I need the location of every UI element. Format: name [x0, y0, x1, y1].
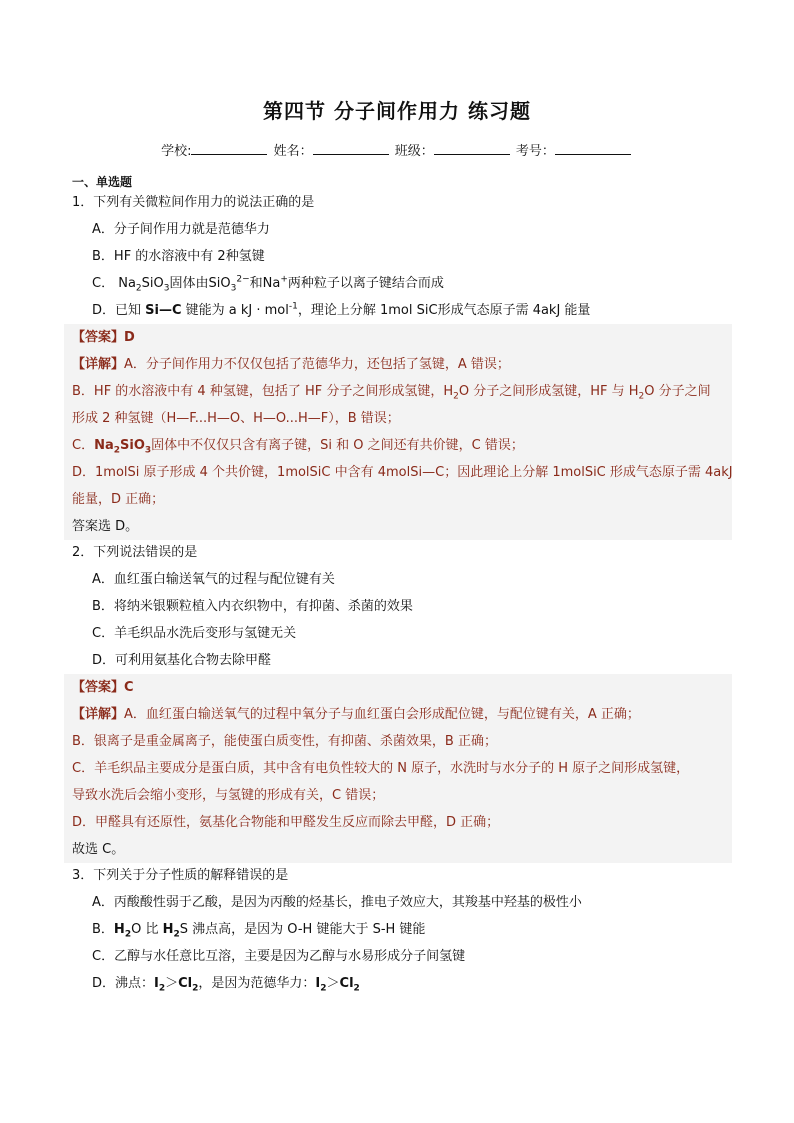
energy-unit: a kJ · mol: [228, 303, 289, 318]
q2-detail-line-1: [72, 701, 732, 728]
q1-detail-line-5: D．1molSi 原子形成 4 个共价键，1molSiC 中含有 4molSi—C；因此理论上分解 1molSiC 形成气态原子需 4akJ: [72, 465, 733, 480]
q3-option-d: D．沸点：$I_2>Cl_2$，是因为范德华力：$I_2>Cl_2$: [92, 976, 360, 994]
bond-label: Si—C: [145, 303, 182, 318]
q2-detail-line-3: C．羊毛织品主要成分是蛋白质，其中含有电负性较大的 N 原子，水洗时与水分子的 H 原子之间形成氢键，: [72, 761, 690, 776]
answer-value: D: [124, 330, 135, 345]
detail-text: B．HF 的水溶液中有 4 种氢键，包括了 HF 分子之间形成氢键，: [72, 384, 444, 399]
option-text: 和: [249, 276, 263, 291]
detail-text: 固体中不仅仅只含有离子键，Si 和 O 之间还有共价键，C 错误；: [151, 438, 524, 453]
q2-answer-line: [72, 674, 732, 701]
name-blank[interactable]: [313, 142, 389, 155]
q2-detail-line-2: B．银离子是重金属离子，能使蛋白质变性，有抑菌、杀菌效果，B 正确；: [72, 734, 497, 749]
q1-detail-line-3: 形成 2 种氢键（H—F...H—O、H—O...H—F），B 错误；: [72, 411, 400, 426]
q1-stem: 1．下列有关微粒间作用力的说法正确的是: [72, 195, 315, 210]
q1-detail-line-7: 答案选 D。: [72, 519, 139, 534]
option-text: ＞: [165, 976, 179, 991]
school-label: 学校:: [161, 144, 192, 159]
class-label: 班级：: [394, 144, 434, 159]
detail-text: O 分子之间: [644, 384, 711, 399]
option-text: O 比: [131, 922, 163, 937]
q2-detail-line-4: 导致水洗后会缩小变形，与氢键的形成有关，C 错误；: [72, 788, 385, 803]
formula-na-ion: Na+: [262, 274, 288, 291]
q1-detail-line-2: B．HF 的水溶液中有 4 种氢键，包括了 HF 分子之间形成氢键，$H_2O$ 分子之间形成氢键，HF 与 $H_2O$ 分子之间: [72, 384, 711, 402]
detail-label: 【详解】: [72, 707, 125, 722]
q1-option-c: [72, 270, 724, 297]
q3-option-c: C．乙醇与水任意比互溶，主要是因为乙醇与水易形成分子间氢键: [92, 949, 466, 964]
q1-option-b: B．HF 的水溶液中有 2种氢键: [92, 249, 265, 264]
section-heading: 一、单选题: [72, 175, 133, 189]
option-text: ，是因为范德华力：: [198, 976, 316, 991]
q3-stem: 3．下列关于分子性质的解释错误的是: [72, 868, 289, 883]
q2-option-d: D．可利用氨基化合物去除甲醛: [92, 653, 272, 668]
page-title: 第四节 分子间作用力 练习题: [263, 99, 531, 123]
detail-text: A．分子间作用力不仅仅包括了范德华力，还包括了氢键，A 错误；: [124, 357, 510, 372]
content: [72, 174, 733, 997]
option-text: 键能为: [181, 303, 229, 318]
q1-detail-line-6: 能量，D 正确；: [72, 492, 165, 507]
detail-text: O 分子之间形成氢键，HF 与: [458, 384, 629, 399]
option-prefix: B．: [92, 922, 114, 937]
exam-no-blank[interactable]: [555, 142, 631, 155]
q1-option-d: D．已知 Si—C 键能为 a kJ · mol$^{-1}$，理论上分解 1mol SiC形成气态原子需 4akJ 能量: [92, 301, 591, 318]
q1-detail-line-4: C．$Na_2SiO_3$固体中不仅仅只含有离子键，Si 和 O 之间还有共价键，C 错误；: [72, 438, 524, 456]
option-text: ，理论上分解 1mol SiC形成气态原子需 4akJ 能量: [297, 303, 591, 318]
option-prefix: D．沸点：: [92, 976, 155, 991]
q2-detail-line-6: 故选 C。: [72, 842, 125, 857]
option-text: ＞: [326, 976, 340, 991]
q1-detail-line-1: [72, 351, 732, 378]
detail-text: C．: [72, 438, 95, 453]
option-prefix: D．已知: [92, 303, 146, 318]
option-text: 两种粒子以离子键结合而成: [287, 276, 444, 291]
q2-answer-block: [64, 674, 732, 863]
option-text: 固体由: [169, 276, 209, 291]
answer-label: 【答案】: [72, 330, 125, 345]
school-blank[interactable]: [191, 142, 267, 155]
q2-option-a: A．血红蛋白输送氧气的过程与配位键有关: [92, 572, 335, 587]
q1-answer-line: [72, 324, 732, 351]
q2-stem: 2．下列说法错误的是: [72, 545, 198, 560]
option-prefix: C．: [92, 276, 115, 291]
detail-text: A．血红蛋白输送氧气的过程中氧分子与血红蛋白会形成配位键，与配位键有关，A 正确；: [124, 707, 640, 722]
answer-label: 【答案】: [72, 680, 125, 695]
q2-detail-line-5: D．甲醛具有还原性，氨基化合物能和甲醛发生反应而除去甲醛，D 正确；: [72, 815, 500, 830]
student-info-row: [0, 140, 794, 159]
q2-option-b: B．将纳米银颗粒植入内衣织物中，有抑菌、杀菌的效果: [92, 599, 413, 614]
q1-answer-block: [64, 324, 732, 540]
exam-no-label: 考号：: [515, 144, 555, 159]
class-blank[interactable]: [434, 142, 510, 155]
formula-sio3-ion: SiO$_3^{2-}$: [208, 274, 250, 294]
option-text: S 沸点高，是因为 O-H 键能大于 S-H 键能: [179, 922, 426, 937]
name-label: 姓名：: [273, 144, 313, 159]
q2-option-c: C．羊毛织品水洗后变形与氢键无关: [92, 626, 297, 641]
formula-na2sio3: $Na_2SiO_3$: [118, 276, 170, 294]
q3-option-a: A．丙酸酸性弱于乙酸，是因为丙酸的烃基长，推电子效应大，其羧基中羟基的极性小: [92, 895, 582, 910]
answer-value: C: [124, 680, 134, 695]
q3-option-b: B．$H_2O$ 比 $H_2S$ 沸点高，是因为 O-H 键能大于 S-H 键能: [92, 922, 426, 940]
q1-option-a: A．分子间作用力就是范德华力: [92, 222, 270, 237]
detail-label: 【详解】: [72, 357, 125, 372]
